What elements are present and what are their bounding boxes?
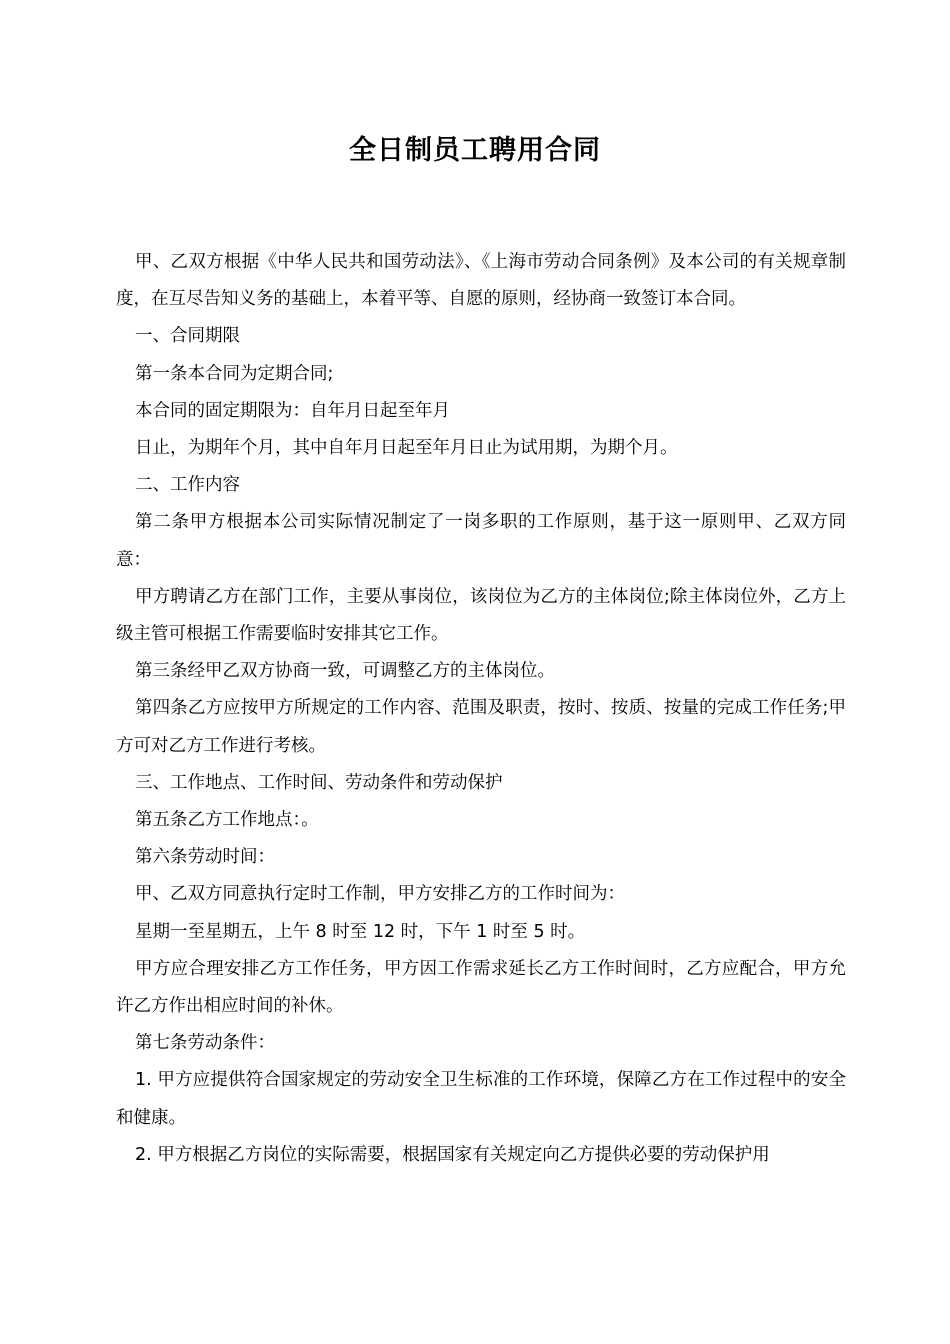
article-3: 第三条经甲乙双方协商一致，可调整乙方的主体岗位。: [135, 661, 555, 682]
article-1: 第一条本合同为定期合同;: [135, 363, 334, 384]
paragraph-probation: 日止，为期年个月，其中自年月日起至年月日止为试用期，为期个月。: [135, 438, 678, 459]
paragraph-work-system: 甲、乙双方同意执行定时工作制，甲方安排乙方的工作时间为：: [135, 884, 625, 905]
list-item-1: 1. 甲方应提供符合国家规定的劳动安全卫生标准的工作环境，保障乙方在工作过程中的安全和健康。: [116, 1070, 846, 1128]
paragraph-position: 甲方聘请乙方在部门工作，主要从事岗位，该岗位为乙方的主体岗位;除主体岗位外，乙方上级主管可根据工作需要临时安排其它工作。: [116, 586, 846, 645]
article-5: 第五条乙方工作地点：。: [135, 810, 319, 831]
section-heading-term: 一、合同期限: [135, 326, 240, 347]
article-4: 第四条乙方应按甲方所规定的工作内容、范围及职责，按时、按质、按量的完成工作任务;甲方可对乙方工作进行考核。: [116, 698, 846, 756]
list-item-2: 2. 甲方根据乙方岗位的实际需要，根据国家有关规定向乙方提供必要的劳动保护用: [135, 1144, 770, 1165]
section-heading-work-location: 三、工作地点、工作时间、劳动条件和劳动保护: [135, 772, 503, 793]
section-heading-work-content: 二、工作内容: [135, 475, 240, 496]
paragraph-overtime: 甲方应合理安排乙方工作任务，甲方因工作需求延长乙方工作时间时，乙方应配合，甲方允许乙方作出相应时间的补休。: [116, 958, 846, 1017]
document-body: [116, 244, 846, 1174]
article-2: 第二条甲方根据本公司实际情况制定了一岗多职的工作原则，基于这一原则甲、乙双方同意：: [116, 512, 846, 570]
paragraph-work-hours: 星期一至星期五，上午 8 时至 12 时，下午 1 时至 5 时。: [135, 921, 586, 942]
paragraph-fixed-term: 本合同的固定期限为：自年月日起至年月: [135, 400, 450, 421]
article-6: 第六条劳动时间：: [135, 847, 275, 868]
document-title: 全日制员工聘用合同: [349, 135, 601, 166]
paragraph-intro: 甲、乙双方根据《中华人民共和国劳动法》、《上海市劳动合同条例》及本公司的有关规章制度，在互尽告知义务的基础上，本着平等、自愿的原则，经协商一致签订本合同。: [116, 252, 846, 310]
article-7: 第七条劳动条件：: [135, 1033, 275, 1054]
